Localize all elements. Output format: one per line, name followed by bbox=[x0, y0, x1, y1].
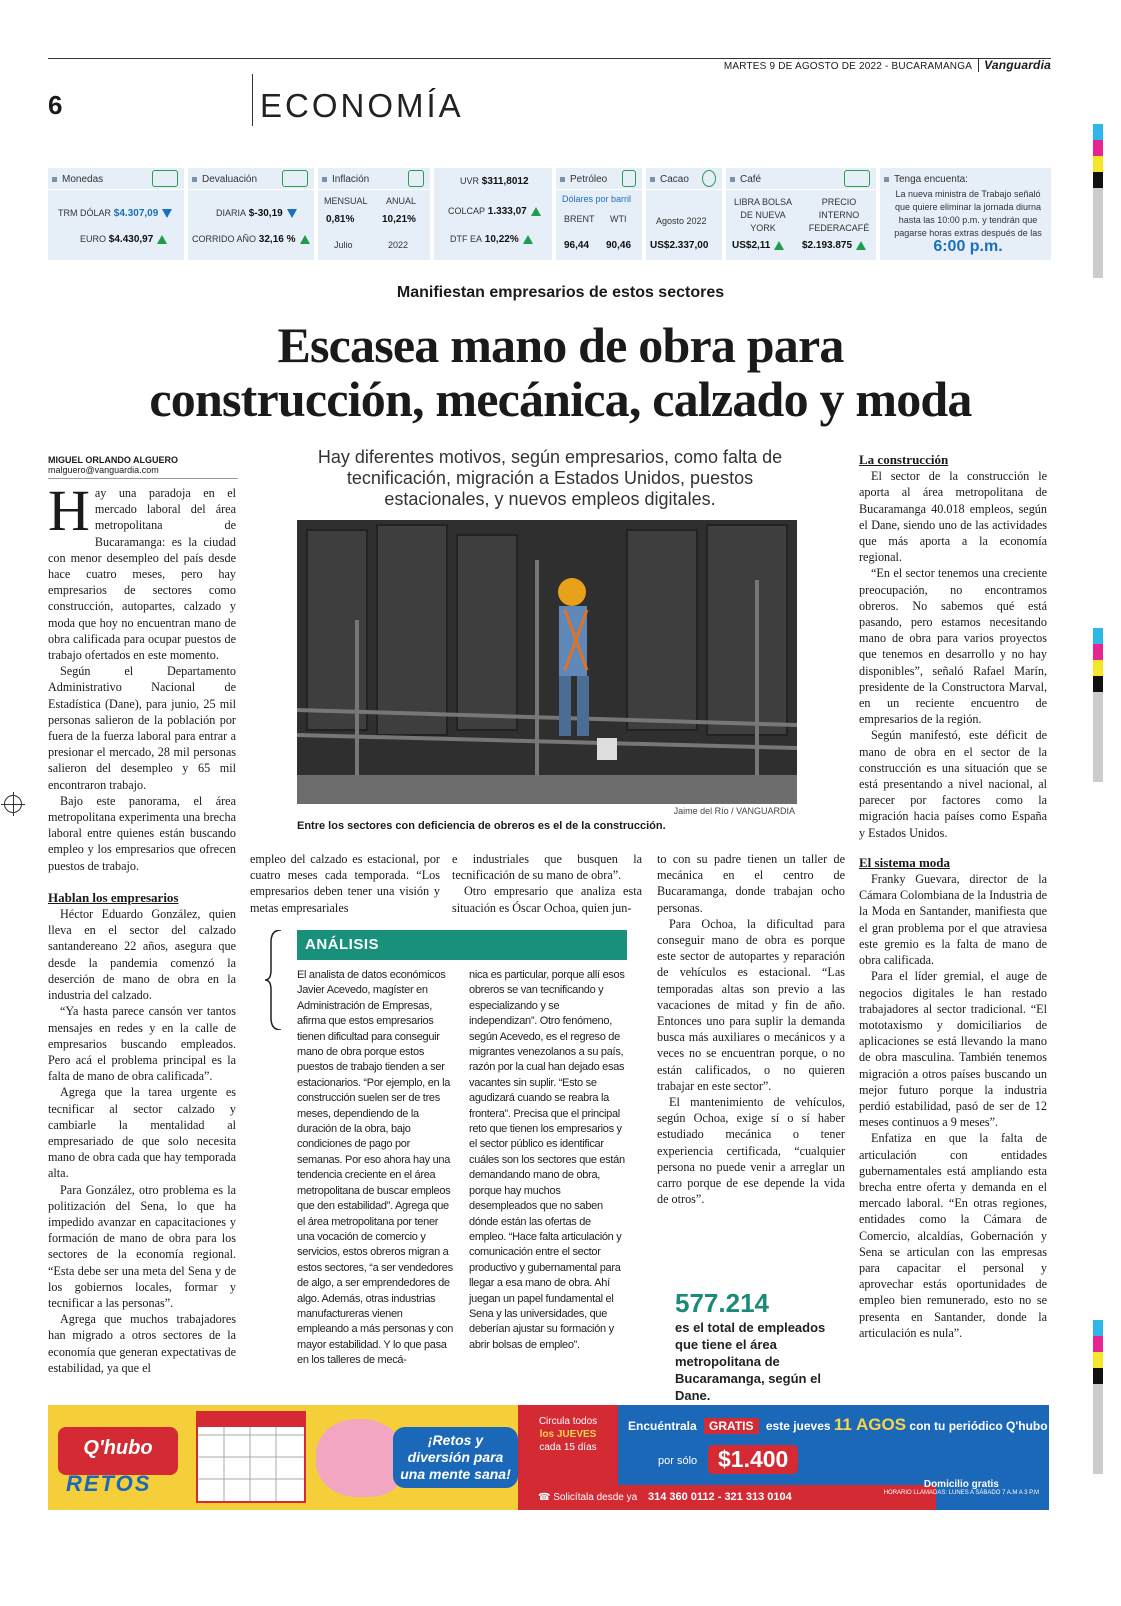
corrido-value: 32,16 % bbox=[258, 234, 296, 245]
brent-label: BRENT bbox=[564, 214, 595, 224]
analysis-box bbox=[265, 930, 627, 1380]
arrow-up-icon bbox=[523, 235, 533, 244]
price-badge: $1.400 bbox=[708, 1445, 798, 1474]
brand-logo: Vanguardia bbox=[978, 58, 1051, 72]
con-periodico: con tu periódico Q'hubo bbox=[909, 1419, 1048, 1433]
ticker-cafe bbox=[726, 168, 876, 260]
paragraph: Según manifestó, este déficit de mano de obra en el sector de la construcción es una situación que se está presentando a nivel nacional, al parecer por factores como la migración hacia países como España y Estados Unidos. bbox=[859, 728, 1047, 840]
subhead: La construcción bbox=[859, 452, 949, 467]
petroleo-label: Petróleo bbox=[570, 174, 608, 185]
euro-value: $4.430,97 bbox=[108, 234, 154, 245]
arrow-up-icon bbox=[157, 235, 167, 244]
horario: HORARIO LLAMADAS: LUNES A SÁBADO 7 A.M A 3 P.M bbox=[883, 1490, 1039, 1496]
dtf-label: DTF EA bbox=[450, 234, 483, 244]
mensual-period: Julio bbox=[334, 240, 353, 250]
aviso-text: La nueva ministra de Trabajo señaló que quiere eliminar la jornada diurna hasta las 10:00 p.m. y tendrán que pagarse horas extras después de las bbox=[894, 189, 1042, 238]
byline-email: malguero@vanguardia.com bbox=[48, 465, 159, 475]
money-icon bbox=[152, 170, 178, 187]
bolsa-label: LIBRA BOLSA DE NUEVA YORK bbox=[733, 197, 793, 233]
paragraph: to con su padre tienen un taller de mecánica en el centro de Bucaramanga, donde trabajan ocho personas. bbox=[657, 852, 845, 915]
chart-up-icon bbox=[282, 170, 308, 187]
paragraph: El mantenimiento de vehículos, según Ochoa, exige sí o sí haber estudiado mecánica o tener experiencia certificada, “cualquier persona no puede venir a arreglar un carro porque de ese depende la vida de otros”. bbox=[657, 1095, 845, 1207]
construction-scene bbox=[297, 520, 797, 804]
ticker-inflacion bbox=[318, 168, 430, 260]
circula-line-2: los JUEVES bbox=[539, 1429, 597, 1440]
paragraph: Hay una paradoja en el mercado laboral del área metropolitana de Bucaramanga: es la ciudad con menor desempleo del país desde hace cuatro meses, pero hay empresarios de sectores como construcción, autopartes, calzado y moda que hoy no encuentran mano de obra calificada para ocupar puestos de trabajo ofertados en este momento. bbox=[48, 478, 236, 663]
monedas-label: Monedas bbox=[62, 174, 104, 185]
circula-line-1: Circula todos bbox=[538, 1416, 598, 1427]
photo-credit: Jaime del Río / VANGUARDIA bbox=[673, 806, 795, 816]
paragraph: Para González, otro problema es la politización del Sena, lo que ha impedido avanzar en capacitaciones y formación de mano de obra para los sectores de la economía regional. “Esta debe ser una meta del Sena y de los gobiernos locales, formar y tecnificar a las personas”. bbox=[48, 1182, 236, 1310]
fecha: 11 AGOS bbox=[833, 1415, 907, 1434]
aviso-highlight: 6:00 p.m. bbox=[933, 238, 1003, 255]
por-solo: por sólo bbox=[658, 1455, 698, 1467]
brace-icon bbox=[265, 930, 287, 1030]
diaria-label: DIARIA bbox=[216, 208, 247, 218]
cart-icon bbox=[408, 170, 424, 187]
gratis-badge: GRATIS bbox=[704, 1418, 758, 1434]
trm-label: TRM DÓLAR bbox=[58, 208, 112, 218]
corrido-label: CORRIDO AÑO bbox=[192, 234, 257, 244]
paragraph: “Ya hasta parece cansón ver tantos mensajes en redes y en la calle de empresarios buscando empleados. Pero acá el problema principal es la falta de mano de obra calificada”. bbox=[48, 1004, 236, 1084]
anual-period: 2022 bbox=[388, 240, 409, 250]
ticker-aviso bbox=[880, 168, 1051, 260]
bolsa-value: US$2,11 bbox=[732, 240, 771, 251]
paragraph: Según el Departamento Administrativo Nacional de Estadística (Dane), para junio, 25 mil personas salieron de la población por fuera de la fuerza laboral para entrar a presionar el mercado, 28 mil personas salieron del desempleo y 65 mil encontraron trabajo. bbox=[48, 664, 236, 792]
arrow-up-icon bbox=[856, 241, 866, 250]
paragraph: Otro empresario que analiza esta situación es Óscar Ochoa, quien jun- bbox=[452, 884, 642, 915]
date-line: MARTES 9 DE AGOSTO DE 2022 - BUCARAMANGA bbox=[723, 61, 973, 72]
devaluacion-label: Devaluación bbox=[202, 174, 258, 185]
anual-label: ANUAL bbox=[386, 196, 417, 206]
ticker-petroleo bbox=[556, 168, 642, 260]
cacao-period: Agosto 2022 bbox=[656, 216, 707, 226]
interno-label: PRECIO INTERNO FEDERACAFÉ bbox=[808, 197, 870, 233]
mensual-label: MENSUAL bbox=[324, 196, 368, 206]
euro-label: EURO bbox=[80, 234, 107, 244]
telefonos[interactable]: 314 360 0112 - 321 313 0104 bbox=[647, 1491, 792, 1503]
analysis-column-b: nica es particular, porque allí esos obreros se van tecnificando y especializando y se independizan”. Otro fenómeno, según Acevedo, es el regreso de migrantes venezolanos a su país, razón por la cual han dejado esas vacantes sin suplir. “Esto se agudizará cuando se reabra la frontera”. Precisa que el principal reto que tienen los empresarios y el sector público es identificar cuáles son los sectores que están demandando mano de obra, porque hay muchos desempleados que no saben dónde están las ofertas de empleo. “Hace falta articulación y comunicación entre el sector productivo y gubernamental para llegar a esa mano de obra. Ahí juegan un papel fundamental el Sena y las universidades, que deberían ajustar su formación y abrir bolsas de empleo”. bbox=[469, 969, 625, 1351]
colcap-value: 1.333,07 bbox=[487, 206, 527, 217]
anual-value: 10,21% bbox=[382, 214, 416, 225]
drop-cap: H bbox=[48, 478, 90, 543]
folio-line bbox=[724, 58, 1051, 72]
paragraph: e industriales que busquen la tecnificación de su mano de obra”. bbox=[452, 852, 642, 883]
cacao-value: US$2.337,00 bbox=[650, 240, 709, 251]
byline bbox=[48, 455, 238, 479]
este-jueves: este jueves bbox=[765, 1419, 831, 1433]
subhead: Hablan los empresarios bbox=[48, 889, 179, 905]
solicitala: Solicítala desde ya bbox=[553, 1492, 638, 1503]
encuentrala: Encuéntrala bbox=[628, 1419, 697, 1433]
stat-callout bbox=[675, 1288, 835, 1404]
analysis-column-a: El analista de datos económicos Javier Acevedo, magíster en Administración de Empresas, afirma que estos empresarios tienen dificultad para conseguir mano de obra porque estos puestos de trabajo tienden a ser estacionarios. “Por ejemplo, en la construcción suelen ser de tres meses, dependiendo de la duración de la obra, bajo condiciones de pago por semanas. Por eso ahora hay una tendencia creciente en el área metropolitana de buscar empleos que den estabilidad”. Agrega que el área metropolitana por tener una vocación de comercio y servicios, estos obreros migran a estos sectores, “a ser vendedores de algo, a ser emprendedores de algo. Además, otras industrias manufactureras vienen empleando a más personas y con mayor estabilidad. Y lo que pasa en los talleres de mecá- bbox=[297, 969, 454, 1367]
uvr-value: $311,8012 bbox=[481, 176, 529, 187]
paragraph: Agrega que la tarea urgente es tecnificar al sector calzado y cambiarle la mentalidad al empresariado de que solo necesita mano de obra cada que hay temporada alta. bbox=[48, 1085, 236, 1181]
stat-number: 577.214 bbox=[675, 1288, 769, 1318]
arrow-up-icon bbox=[300, 235, 310, 244]
column-4 bbox=[657, 851, 845, 1207]
cacao-label: Cacao bbox=[660, 174, 689, 185]
column-1 bbox=[48, 478, 236, 1376]
ticker-devaluacion bbox=[188, 168, 314, 260]
arrow-up-icon bbox=[774, 241, 784, 250]
brent-value: 96,44 bbox=[564, 240, 590, 251]
cafe-label: Café bbox=[740, 174, 762, 185]
arrow-down-icon bbox=[162, 209, 172, 218]
color-bar-mid bbox=[1093, 628, 1103, 782]
headline-line-2: construcción, mecánica, calzado y moda bbox=[149, 371, 972, 427]
trm-value: $4.307,09 bbox=[113, 208, 159, 219]
wti-value: 90,46 bbox=[606, 240, 632, 251]
puzzle-image bbox=[196, 1411, 306, 1503]
mensual-value: 0,81% bbox=[326, 214, 355, 225]
crossword-icon bbox=[198, 1413, 304, 1501]
economic-ticker bbox=[48, 168, 1051, 260]
section-title: ECONOMÍA bbox=[260, 87, 464, 124]
analysis-title: ANÁLISIS bbox=[297, 930, 627, 960]
colcap-label: COLCAP bbox=[448, 206, 486, 216]
paragraph: Para Ochoa, la dificultad para conseguir mano de obra es porque este sector de autopartes y reparación de vehículos es estacional. “Las temporadas altas son previo a las vacaciones de mitad y fin de año. Entonces uno para suplir la demanda busca más auxiliares o mecánicos y a veces no se encuentran porque, o no están calificados, o no quieren trabajar en este sector”. bbox=[657, 916, 845, 1093]
paragraph: Para el líder gremial, el auge de negocios digitales le han restado trabajadores al sector tradicional. “El mototaxismo y domiciliarios de aplicaciones se está llevando la mano de obra masculina. También tenemos migración a otros países buscando un mejor futuro porque la industria perdió estabilidad, pasó de ser de 12 meses continuos a 9 meses”. bbox=[859, 969, 1047, 1130]
page-number: 6 bbox=[48, 90, 63, 120]
uvr-label: UVR bbox=[460, 176, 480, 186]
paragraph: Bajo este panorama, el área metropolitana experimenta una brecha laboral entre quienes están buscando empleo y los empresarios que ofrecen puestos de trabajo. bbox=[48, 793, 236, 873]
color-bar-top bbox=[1093, 124, 1103, 278]
qhubo-advertisement[interactable] bbox=[48, 1405, 1049, 1510]
construction-photo bbox=[297, 520, 797, 804]
registration-mark bbox=[4, 795, 22, 813]
petroleo-sub: Dólares por barril bbox=[562, 194, 632, 204]
domicilio: Domicilio gratis bbox=[923, 1479, 999, 1490]
subhead: El sistema moda bbox=[859, 854, 950, 870]
ad-left-panel bbox=[48, 1405, 518, 1510]
paragraph: Franky Guevara, director de la Cámara Colombiana de la Industria de la Moda en Santander, manifiesta que el gran problema por el que atraviesa este gremio es la falta de mano de obra calificada. bbox=[859, 872, 1047, 968]
ticker-monedas bbox=[48, 168, 184, 260]
ad-slogan: ¡Retos y diversión para una mente sana! bbox=[393, 1427, 518, 1488]
circula-line-3: cada 15 días bbox=[539, 1442, 597, 1453]
arrow-up-icon bbox=[531, 207, 541, 216]
cacao-icon bbox=[702, 170, 716, 187]
deck: Hay diferentes motivos, según empresarios, como falta de tecnificación, migración a Estados Unidos, puestos estacionales, y nuevos empleos digitales. bbox=[317, 447, 783, 509]
headline bbox=[40, 318, 1081, 426]
coffee-icon bbox=[844, 170, 870, 187]
kicker: Manifiestan empresarios de estos sectores bbox=[396, 284, 725, 301]
retos-logo: RETOS bbox=[66, 1471, 152, 1496]
qhubo-logo: Q'hubo bbox=[58, 1427, 178, 1475]
color-bar-bottom bbox=[1093, 1320, 1103, 1474]
aviso-label: Tenga encuenta: bbox=[894, 174, 968, 185]
column-2 bbox=[250, 851, 440, 916]
column-3 bbox=[452, 851, 642, 916]
paragraph: “En el sector tenemos una creciente preocupación, no encontramos obreros. No sabemos qué está pasando, pero estamos necesitando mano de obra para varios proyectos que tenemos en desarrollo y no hay disponibles”, señaló Rafael Marín, presidente de la Constructora Marval, en un reciente encuentro de empresarios de la región. bbox=[859, 566, 1047, 727]
dtf-value: 10,22% bbox=[484, 234, 519, 245]
section-divider bbox=[252, 74, 253, 126]
diaria-value: $-30,19 bbox=[248, 208, 283, 219]
headline-line-1: Escasea mano de obra para bbox=[277, 317, 844, 373]
photo-caption: Entre los sectores con deficiencia de obreros es el de la construcción. bbox=[297, 820, 666, 832]
paragraph: Héctor Eduardo González, quien lleva en el sector del calzado santandereano 22 años, asegura que desde la pandemia comenzó la deserción de mano de obra en la industria del calzado. bbox=[48, 907, 236, 1003]
ticker-cacao bbox=[646, 168, 722, 260]
inflacion-label: Inflación bbox=[332, 174, 370, 185]
column-5 bbox=[859, 452, 1047, 1341]
arrow-down-icon bbox=[287, 209, 297, 218]
interno-value: $2.193.875 bbox=[802, 240, 853, 251]
phone-icon: ☎ bbox=[538, 1492, 551, 1503]
barrel-icon bbox=[622, 170, 636, 187]
wti-label: WTI bbox=[610, 214, 627, 224]
ticker-uvr bbox=[434, 168, 552, 260]
stat-text: es el total de empleados que tiene el área metropolitana de Bucaramanga, según el Dane. bbox=[675, 1320, 826, 1403]
byline-name: MIGUEL ORLANDO ALGUERO bbox=[48, 455, 178, 465]
paragraph: empleo del calzado es estacional, por cuatro meses cada temporada. “Los empresarios deben tener una visión y metas empresariales bbox=[250, 852, 440, 915]
paragraph: El sector de la construcción le aporta al área metropolitana de Bucaramanga 40.018 empleos, según el Dane, siendo uno de las actividades que más aporta a la economía regional. bbox=[859, 469, 1047, 565]
paragraph: Enfatiza en que la falta de articulación con entidades gubernamentales está ampliando esta brecha entre oferta y demanda en el mercado laboral. “En otras regiones, entidades como la Cámara de Comercio, alcaldías, Gobernación y Sena se articulan con las empresas para capacitar el personal y aprovechar estás oportunidades de empleo bien remunerado, esto no se presenta en Santander, donde la articulación es nula”. bbox=[859, 1131, 1047, 1340]
paragraph: Agrega que muchos trabajadores han migrado a otros sectores de la economía que generan expectativas de estabilidad, ya que el bbox=[48, 1312, 236, 1375]
